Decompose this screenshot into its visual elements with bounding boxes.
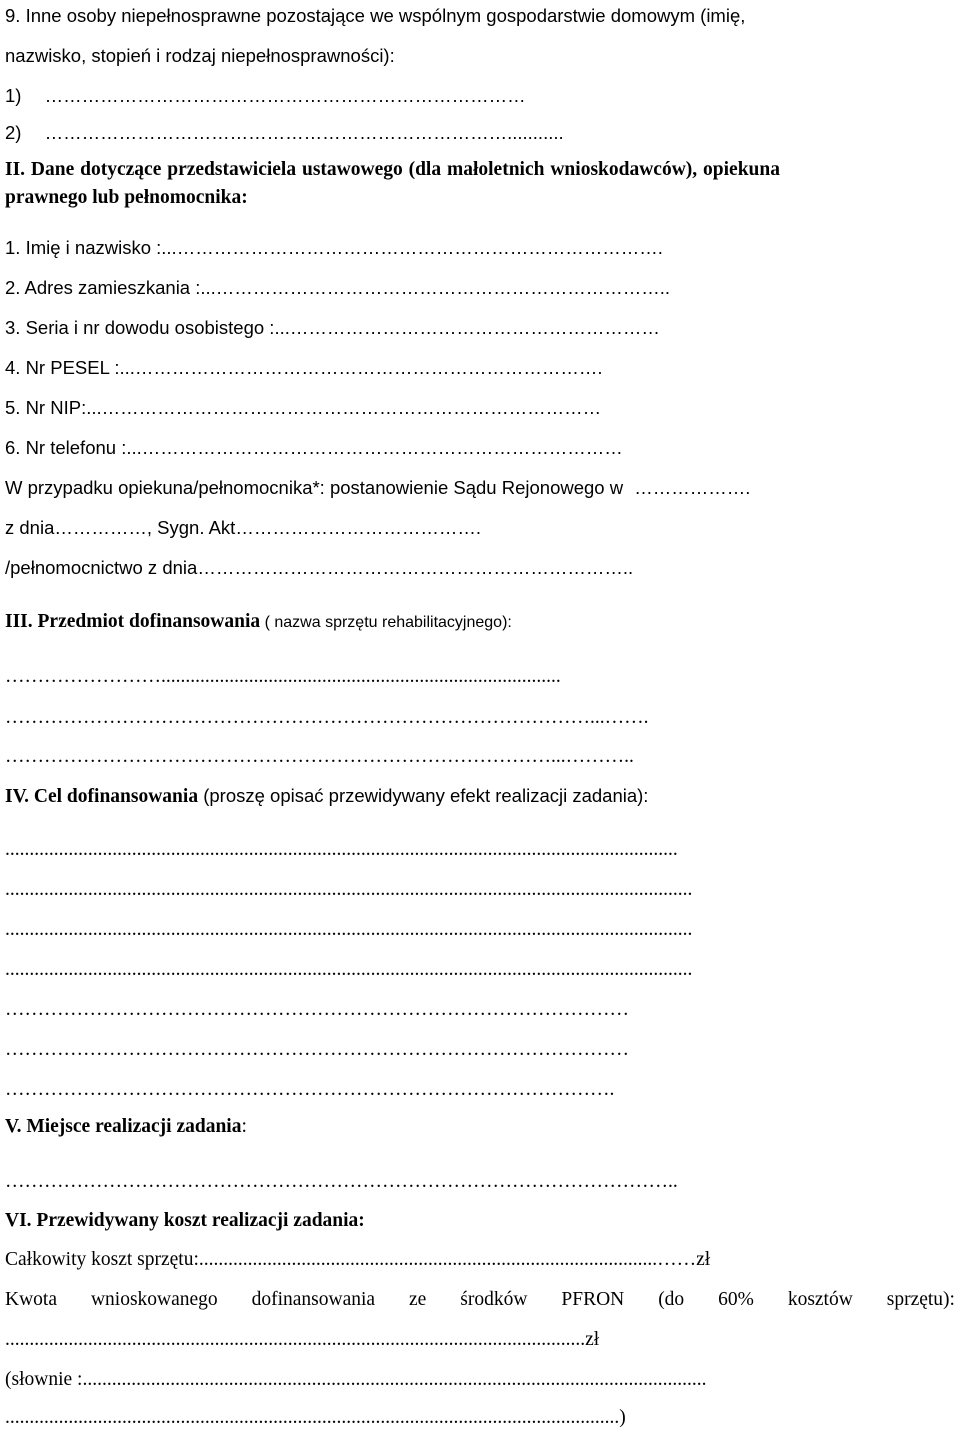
purpose-line-6[interactable]: …………………………………………………………………………………… xyxy=(5,1039,629,1060)
requested-word: ze xyxy=(409,1289,427,1310)
court-decision-label: W przypadku opiekuna/pełnomocnika*: postanowienie Sądu Rejonowego w xyxy=(5,477,624,498)
requested-word: wnioskowanego xyxy=(90,1289,218,1310)
purpose-line-5[interactable]: …………………………………………………………………………………… xyxy=(5,999,629,1020)
section-vi-heading: VI. Przewidywany koszt realizacji zadania: xyxy=(5,1210,365,1231)
purpose-line-2[interactable]: ............................................................................................................................................. xyxy=(5,879,693,900)
purpose-line-1[interactable]: .......................................................................................................................................... xyxy=(5,839,678,860)
court-decision-row xyxy=(5,476,955,500)
purpose-line-3[interactable]: ............................................................................................................................................. xyxy=(5,919,693,940)
equipment-line-2[interactable]: ………………………………………………………………………………...……. xyxy=(5,707,649,728)
requested-word: (do xyxy=(658,1289,685,1310)
requested-word: środków xyxy=(460,1289,528,1310)
section-iii-heading xyxy=(5,610,955,635)
section-iv-title: IV. Cel dofinansowania xyxy=(5,786,199,807)
requested-word: 60% xyxy=(718,1289,754,1310)
rep-phone-row xyxy=(5,436,955,460)
power-of-attorney-row xyxy=(5,556,955,580)
rep-pesel-label: 4. Nr PESEL : xyxy=(5,357,120,378)
rep-address-row xyxy=(5,276,955,300)
total-cost-row xyxy=(5,1248,955,1272)
requested-amount-line xyxy=(5,1288,955,1312)
requested-word: kosztów xyxy=(787,1289,853,1310)
rep-id-field[interactable]: ...…………………………………………………… xyxy=(274,317,660,338)
rep-name-field[interactable]: ...……………………………………………………………………. xyxy=(161,237,663,258)
section-iii-note: ( nazwa sprzętu rehabilitacyjnego): xyxy=(260,614,512,631)
rep-pesel-row xyxy=(5,356,955,380)
court-date-row xyxy=(5,516,955,540)
rep-address-label: 2. Adres zamieszkania : xyxy=(5,277,201,298)
purpose-line-4[interactable]: ............................................................................................................................................. xyxy=(5,959,693,980)
rep-id-label: 3. Seria i nr dowodu osobistego : xyxy=(5,317,275,338)
requested-word: PFRON xyxy=(561,1289,625,1310)
person-1-label: 1) xyxy=(5,85,22,106)
power-of-attorney-field[interactable]: …………………………………………………………….. xyxy=(197,557,634,578)
amount-in-words-row xyxy=(5,1368,955,1392)
court-date-label: z dnia xyxy=(5,517,55,538)
amount-in-words-continued[interactable]: ..............................................................................................................................) xyxy=(5,1407,626,1428)
rep-nip-label: 5. Nr NIP: xyxy=(5,397,87,418)
item-9-line-1: 9. Inne osoby niepełnosprawne pozostające we wspólnym gospodarstwie domowym (imię, xyxy=(5,5,746,26)
purpose-line-7[interactable]: …………………………………………………………………………………. xyxy=(5,1079,615,1100)
person-1-field[interactable]: …………………………………………………………………… xyxy=(44,85,526,106)
rep-phone-label: 6. Nr telefonu : xyxy=(5,437,127,458)
requested-word: sprzętu): xyxy=(886,1289,955,1310)
person-2-row xyxy=(5,121,955,145)
section-iv-note: (proszę opisać przewidywany efekt realizacji zadania): xyxy=(198,785,649,806)
section-v-title: V. Miejsce realizacji zadania xyxy=(5,1116,242,1137)
section-iii-title: III. Przedmiot dofinansowania xyxy=(5,611,261,632)
case-number-field[interactable]: …………………………………. xyxy=(235,517,481,538)
requested-amount-field[interactable]: .......................................................................................................................zł xyxy=(5,1329,600,1350)
rep-phone-field[interactable]: ...…………………………………………………………………… xyxy=(126,437,623,458)
court-decision-field[interactable]: ………………. xyxy=(634,477,751,498)
equipment-line-3[interactable]: …………………………………………………………………………...……….. xyxy=(5,746,634,767)
rep-id-row xyxy=(5,316,955,340)
person-2-field[interactable]: …………………………………………………………………........... xyxy=(44,122,564,143)
equipment-line-1[interactable]: …………………….................................................................................. xyxy=(5,666,561,687)
section-iv-heading xyxy=(5,784,955,809)
requested-word: dofinansowania xyxy=(251,1289,376,1310)
person-2-label: 2) xyxy=(5,122,22,143)
section-ii-heading-line-2: prawnego lub pełnomocnika: xyxy=(5,187,248,208)
amount-in-words-field[interactable]: ................................................................................................................................ xyxy=(82,1369,707,1390)
section-v-heading xyxy=(5,1115,955,1139)
requested-word: Kwota xyxy=(5,1289,57,1310)
rep-nip-field[interactable]: ...……………………………………………………………………… xyxy=(86,397,602,418)
total-cost-unit: zł xyxy=(696,1249,711,1270)
amount-in-words-label: (słownie : xyxy=(5,1369,83,1390)
person-1-row xyxy=(5,84,955,108)
case-number-label: , Sygn. Akt xyxy=(146,517,236,538)
rep-name-label: 1. Imię i nazwisko : xyxy=(5,237,162,258)
location-line[interactable]: ………………………………………………………………………………………….. xyxy=(5,1171,678,1192)
court-date-field[interactable]: …………… xyxy=(54,517,147,538)
section-ii-heading-line-1: II. Dane dotyczące przedstawiciela ustawowego (dla małoletnich wnioskodawców), opiekuna xyxy=(5,159,780,180)
section-v-colon: : xyxy=(241,1116,247,1137)
rep-nip-row xyxy=(5,396,955,420)
rep-name-row xyxy=(5,236,955,260)
power-of-attorney-label: /pełnomocnictwo z dnia xyxy=(5,557,198,578)
rep-pesel-field[interactable]: ...…………………………………………………………………. xyxy=(119,357,603,378)
item-9-line-2: nazwisko, stopień i rodzaj niepełnosprawności): xyxy=(5,45,395,66)
total-cost-field[interactable]: ..............................................................................................…… xyxy=(198,1249,697,1270)
total-cost-label: Całkowity koszt sprzętu: xyxy=(5,1249,199,1270)
rep-address-field[interactable]: ...……………………………………………………………….. xyxy=(200,277,671,298)
